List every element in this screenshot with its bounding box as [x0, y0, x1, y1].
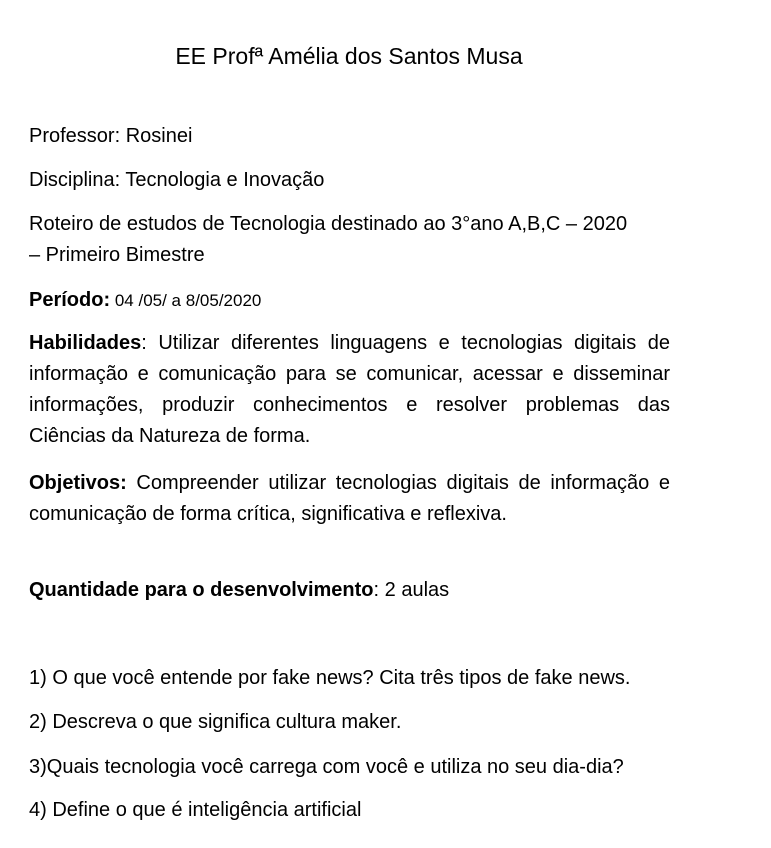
quantidade-label: Quantidade para o desenvolvimento — [29, 579, 374, 601]
habilidades-label: Habilidades — [29, 332, 142, 354]
school-title: EE Profª Amélia dos Santos Musa — [175, 43, 523, 69]
quantidade-line — [29, 575, 670, 606]
habilidades-text: : Utilizar diferentes linguagens e tecnologias digitais de informação e comunicação para se comunicar, acessar e disseminar informações, produzir conhecimentos e resolver problemas das Ciências da Natureza de forma. — [29, 332, 670, 447]
disciplina-line: Disciplina: Tecnologia e Inovação — [29, 169, 325, 191]
roteiro-line-2: – Primeiro Bimestre — [29, 244, 205, 266]
question-1: 1) O que você entende por fake news? Cita três tipos de fake news. — [29, 667, 631, 689]
objetivos-label: Objetivos: — [29, 472, 127, 494]
periodo-label: Período: — [29, 289, 111, 311]
question-3: 3)Quais tecnologia você carrega com você e utiliza no seu dia-dia? — [29, 756, 624, 778]
objetivos-text: Compreender utilizar tecnologias digitais de informação e comunicação de forma crítica, significativa e reflexiva. — [29, 472, 670, 525]
question-2: 2) Descreva o que significa cultura maker. — [29, 711, 402, 733]
quantidade-value: : 2 aulas — [373, 579, 450, 601]
periodo-line — [29, 285, 670, 316]
objetivos-paragraph — [29, 468, 670, 530]
question-4: 4) Define o que é inteligência artificial — [29, 799, 362, 821]
habilidades-paragraph — [29, 328, 670, 452]
roteiro-line-1: Roteiro de estudos de Tecnologia destinado ao 3°ano A,B,C – 2020 — [29, 213, 628, 235]
periodo-value: 04 /05/ a 8/05/2020 — [110, 291, 262, 310]
professor-line: Professor: Rosinei — [29, 125, 193, 147]
